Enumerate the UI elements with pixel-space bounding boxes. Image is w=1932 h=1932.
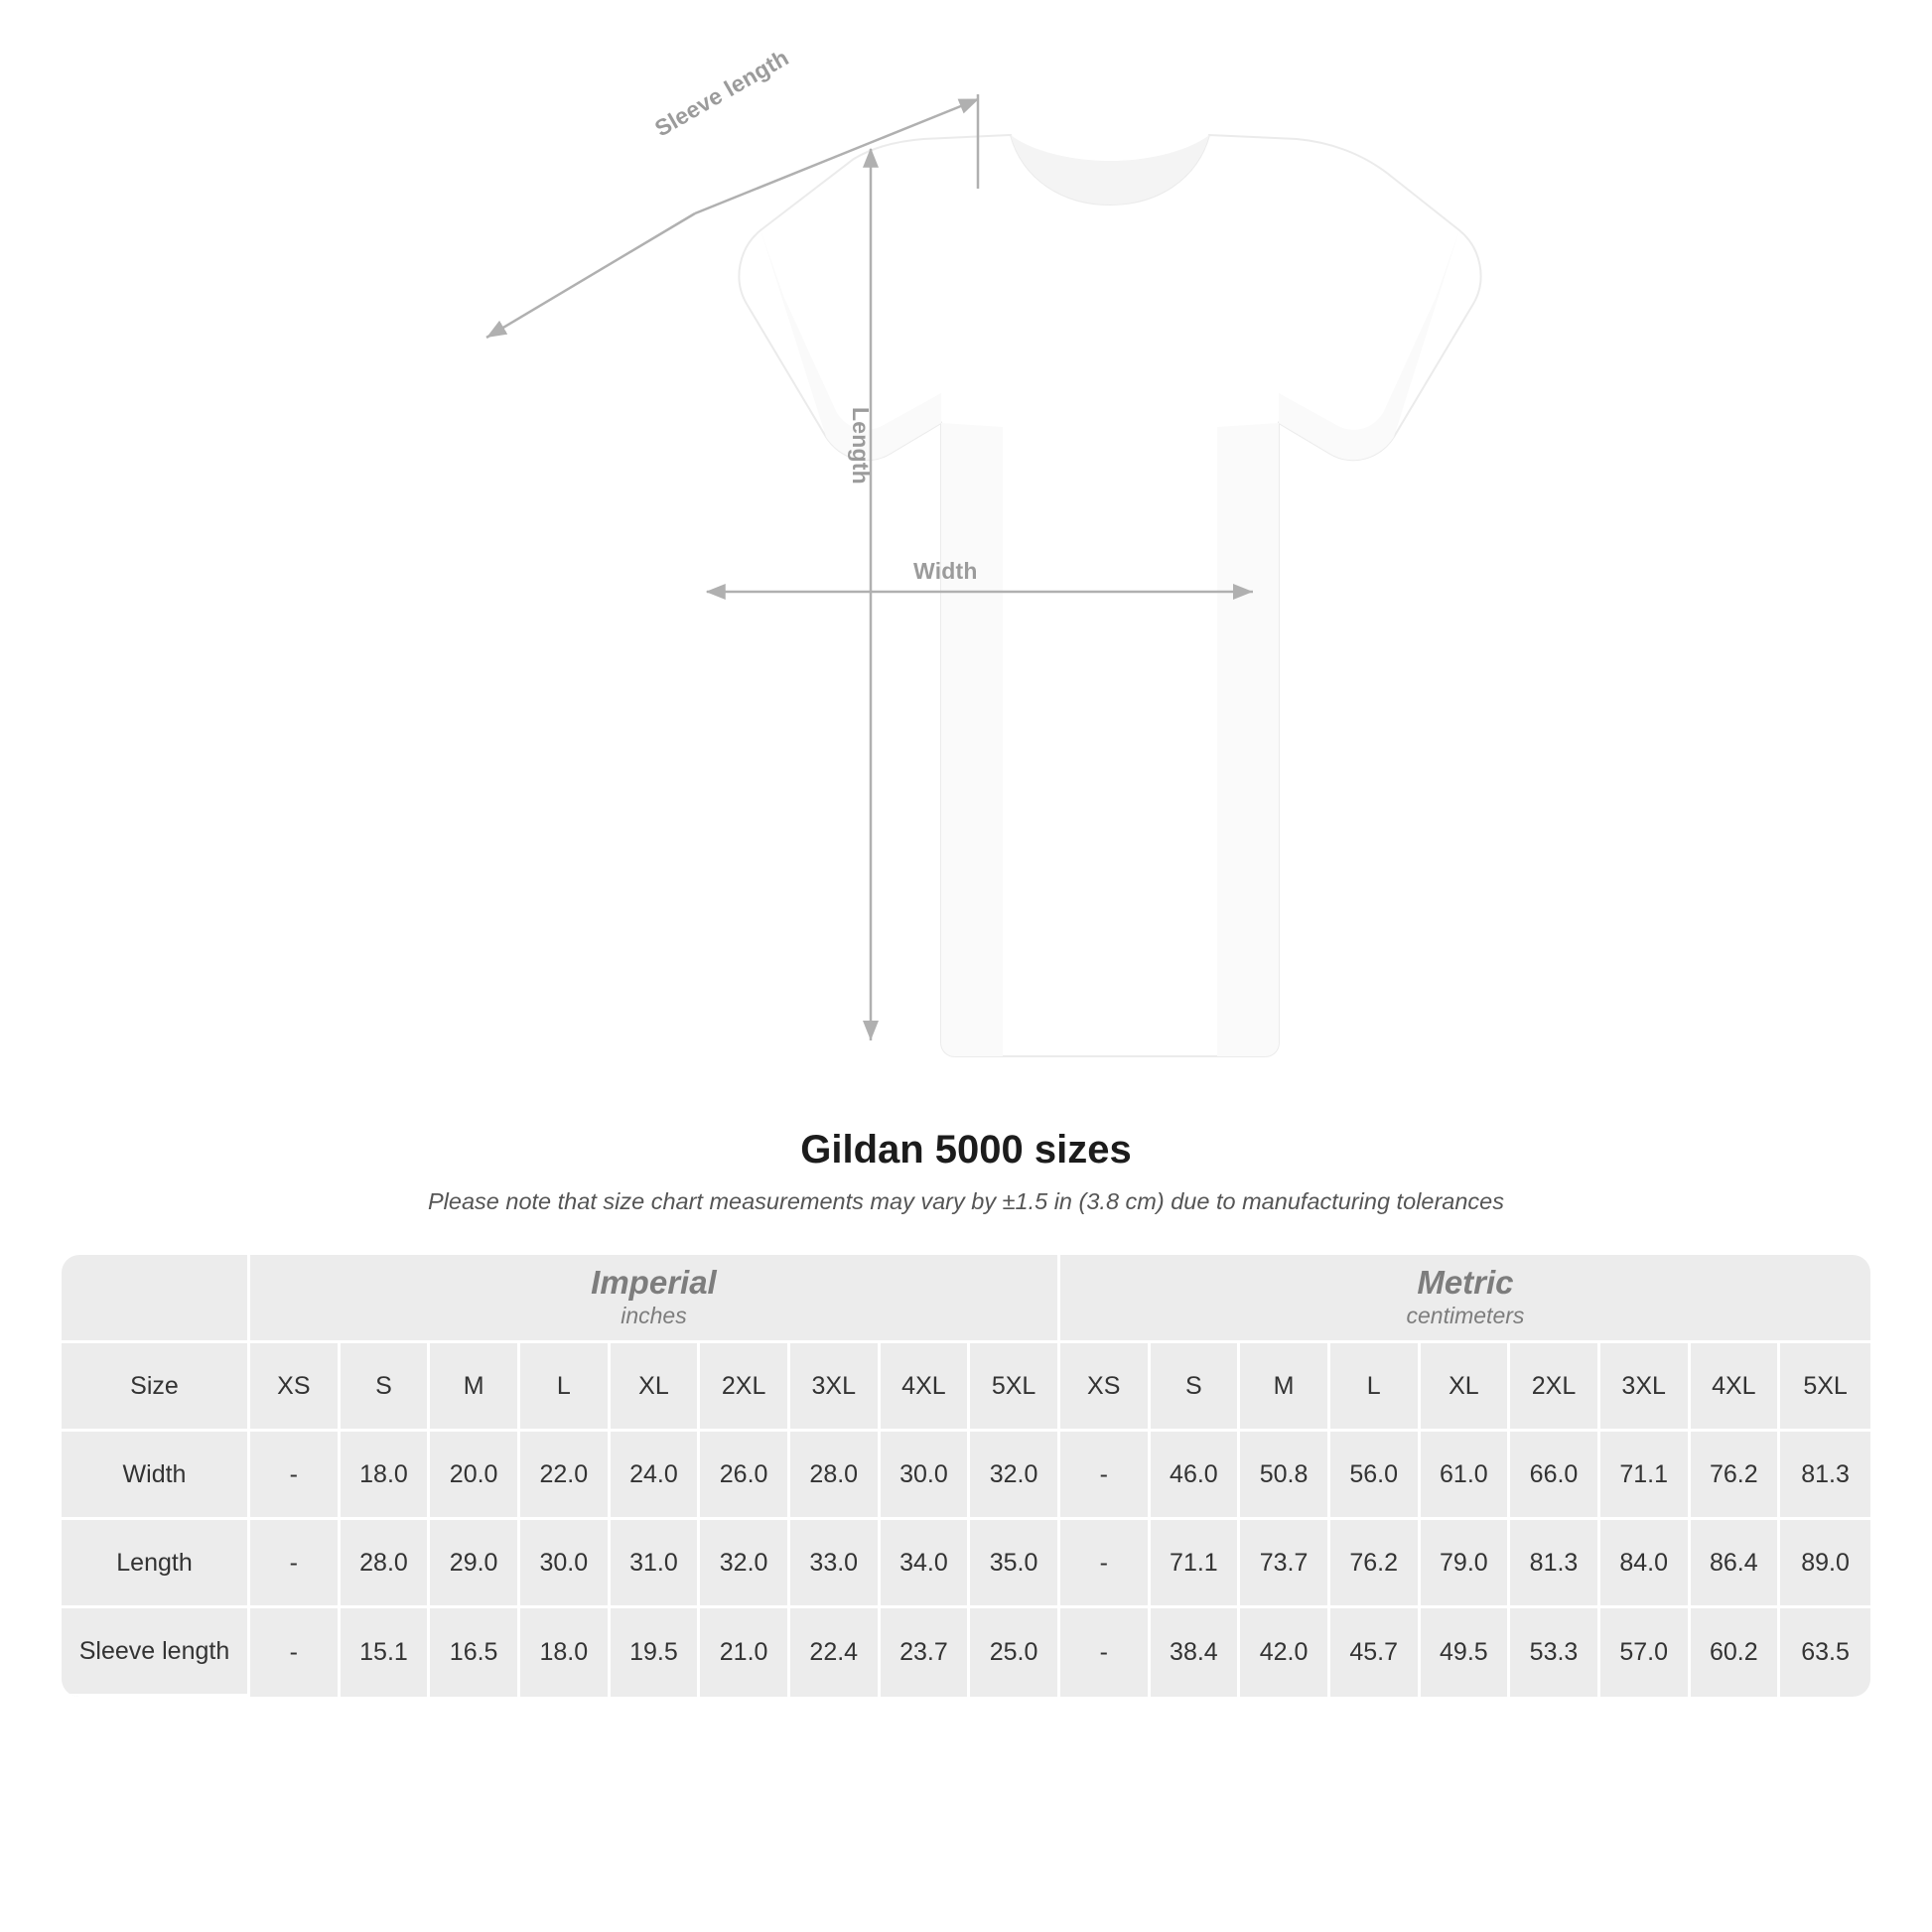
cell-length-met-2: 73.7 (1240, 1520, 1330, 1608)
cell-sleeve-imp-5: 21.0 (700, 1608, 790, 1697)
cell-sleeve-imp-2: 16.5 (430, 1608, 520, 1697)
cell-width-imp-7: 30.0 (881, 1432, 971, 1520)
width-label: Width (913, 558, 978, 584)
header-col-5: 2XL (700, 1343, 790, 1432)
header-col-4: XL (611, 1343, 701, 1432)
header-col-14: 2XL (1510, 1343, 1600, 1432)
cell-length-imp-4: 31.0 (611, 1520, 701, 1608)
cell-width-imp-5: 26.0 (700, 1432, 790, 1520)
cell-length-imp-7: 34.0 (881, 1520, 971, 1608)
cell-width-met-5: 66.0 (1510, 1432, 1600, 1520)
cell-length-met-0: - (1060, 1520, 1151, 1608)
table-row (62, 1520, 1870, 1608)
header-col-8: 5XL (970, 1343, 1060, 1432)
cell-sleeve-met-5: 53.3 (1510, 1608, 1600, 1697)
cell-length-met-7: 86.4 (1691, 1520, 1781, 1608)
cell-width-imp-8: 32.0 (970, 1432, 1060, 1520)
cell-length-imp-2: 29.0 (430, 1520, 520, 1608)
cell-width-met-6: 71.1 (1600, 1432, 1691, 1520)
header-col-7: 4XL (881, 1343, 971, 1432)
cell-length-imp-5: 32.0 (700, 1520, 790, 1608)
cell-width-imp-3: 22.0 (520, 1432, 611, 1520)
cell-sleeve-met-3: 45.7 (1330, 1608, 1421, 1697)
header-col-9: XS (1060, 1343, 1151, 1432)
cell-length-met-6: 84.0 (1600, 1520, 1691, 1608)
cell-width-met-8: 81.3 (1780, 1432, 1870, 1520)
chart-heading (0, 1128, 1932, 1215)
column-header-row (62, 1343, 1870, 1432)
cell-sleeve-met-8: 63.5 (1780, 1608, 1870, 1697)
size-table-wrapper (62, 1255, 1870, 1697)
row-header-sleeve-length: Sleeve length (62, 1608, 250, 1697)
table-corner-cell (62, 1255, 250, 1343)
page-title: Gildan 5000 sizes (800, 1128, 1132, 1172)
unit-group-imperial-name: Imperial (591, 1263, 717, 1301)
cell-sleeve-met-4: 49.5 (1421, 1608, 1511, 1697)
header-col-0: XS (250, 1343, 341, 1432)
unit-group-metric (1060, 1255, 1870, 1343)
tolerance-note: Please note that size chart measurements may vary by ±1.5 in (3.8 cm) due to manufacturing tolerances (428, 1188, 1504, 1214)
header-col-2: M (430, 1343, 520, 1432)
header-col-13: XL (1421, 1343, 1511, 1432)
row-header-length: Length (62, 1520, 250, 1608)
sleeve-length-label: Sleeve length (650, 44, 793, 142)
cell-sleeve-imp-1: 15.1 (341, 1608, 431, 1697)
length-label: Length (848, 407, 874, 484)
row-header-width: Width (62, 1432, 250, 1520)
cell-sleeve-imp-7: 23.7 (881, 1608, 971, 1697)
header-size: Size (62, 1343, 250, 1432)
unit-group-metric-sub: centimeters (1406, 1303, 1525, 1329)
cell-sleeve-imp-8: 25.0 (970, 1608, 1060, 1697)
cell-width-met-2: 50.8 (1240, 1432, 1330, 1520)
header-col-12: L (1330, 1343, 1421, 1432)
header-col-10: S (1151, 1343, 1241, 1432)
cell-length-met-1: 71.1 (1151, 1520, 1241, 1608)
cell-width-met-0: - (1060, 1432, 1151, 1520)
cell-length-met-8: 89.0 (1780, 1520, 1870, 1608)
cell-width-imp-0: - (250, 1432, 341, 1520)
cell-width-imp-6: 28.0 (790, 1432, 881, 1520)
unit-group-metric-name: Metric (1417, 1263, 1514, 1301)
tshirt-shape (739, 135, 1480, 1056)
cell-length-imp-8: 35.0 (970, 1520, 1060, 1608)
unit-group-row (62, 1255, 1870, 1343)
header-col-1: S (341, 1343, 431, 1432)
cell-sleeve-met-2: 42.0 (1240, 1608, 1330, 1697)
cell-length-imp-1: 28.0 (341, 1520, 431, 1608)
cell-width-met-3: 56.0 (1330, 1432, 1421, 1520)
cell-sleeve-met-6: 57.0 (1600, 1608, 1691, 1697)
cell-width-imp-2: 20.0 (430, 1432, 520, 1520)
header-col-17: 5XL (1780, 1343, 1870, 1432)
cell-sleeve-met-7: 60.2 (1691, 1608, 1781, 1697)
cell-width-imp-4: 24.0 (611, 1432, 701, 1520)
cell-width-met-1: 46.0 (1151, 1432, 1241, 1520)
size-table (62, 1255, 1870, 1697)
cell-sleeve-met-1: 38.4 (1151, 1608, 1241, 1697)
cell-sleeve-imp-6: 22.4 (790, 1608, 881, 1697)
cell-length-imp-0: - (250, 1520, 341, 1608)
header-col-15: 3XL (1600, 1343, 1691, 1432)
cell-sleeve-imp-3: 18.0 (520, 1608, 611, 1697)
cell-length-met-3: 76.2 (1330, 1520, 1421, 1608)
header-col-11: M (1240, 1343, 1330, 1432)
cell-width-met-4: 61.0 (1421, 1432, 1511, 1520)
cell-sleeve-met-0: - (1060, 1608, 1151, 1697)
unit-group-imperial (250, 1255, 1060, 1343)
table-row (62, 1432, 1870, 1520)
cell-width-imp-1: 18.0 (341, 1432, 431, 1520)
header-col-16: 4XL (1691, 1343, 1781, 1432)
cell-sleeve-imp-0: - (250, 1608, 341, 1697)
cell-length-imp-3: 30.0 (520, 1520, 611, 1608)
cell-sleeve-imp-4: 19.5 (611, 1608, 701, 1697)
unit-group-imperial-sub: inches (621, 1303, 687, 1329)
table-row (62, 1608, 1870, 1697)
header-col-6: 3XL (790, 1343, 881, 1432)
cell-length-met-4: 79.0 (1421, 1520, 1511, 1608)
cell-length-met-5: 81.3 (1510, 1520, 1600, 1608)
cell-width-met-7: 76.2 (1691, 1432, 1781, 1520)
cell-length-imp-6: 33.0 (790, 1520, 881, 1608)
header-col-3: L (520, 1343, 611, 1432)
